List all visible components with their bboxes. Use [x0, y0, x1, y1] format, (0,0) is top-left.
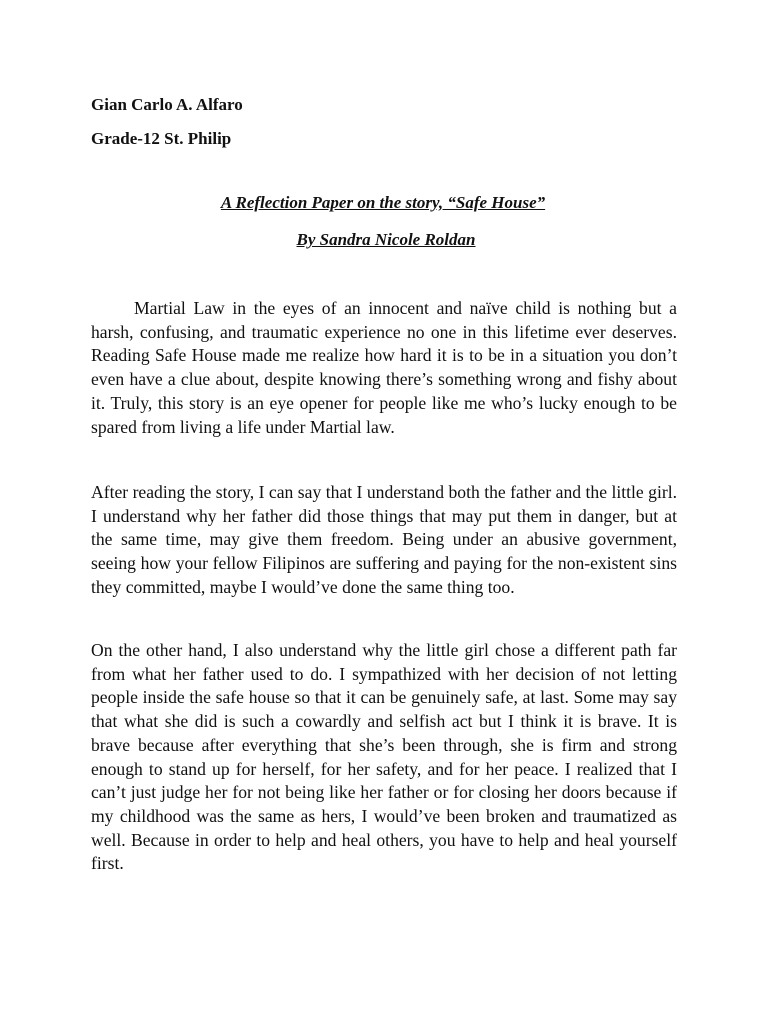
paragraph: On the other hand, I also understand why the little girl chose a different path far from what her father used to do. I sympathized with her decision of not letting people inside the safe house so that it can be genuinely safe, at last. Some may say that what she did is such a cowardly and selfish act but I think it is brave. It is brave because after everything that she’s been through, she is firm and strong enough to stand up for herself, for her safety, and for her peace. I realized that I can’t just judge her for not being like her father or for closing her doors because if my childhood was the same as hers, I would’ve been broken and traumatized as well. Because in order to help and heal others, you have to help and heal yourself first. — [91, 640, 677, 874]
paper-title: A Reflection Paper on the story, “Safe House” — [220, 193, 546, 212]
paragraph: After reading the story, I can say that I understand both the father and the little girl. I understand why her father did those things that may put them in danger, but at the same time, may give them freedom. Being under an abusive government, seeing how your fellow Filipinos are suffering and paying for the non-existent sins they committed, maybe I would’ve done the same thing too. — [91, 482, 677, 597]
paragraph-1-block — [91, 297, 677, 439]
author-name: Gian Carlo A. Alfaro — [91, 95, 243, 114]
paragraph-2-block — [91, 481, 677, 600]
paragraph: Martial Law in the eyes of an innocent and naïve child is nothing but a harsh, confusing, and traumatic experience no one in this lifetime ever deserves. Reading Safe House made me realize how hard it is to be in a situation you don’t even have a clue about, despite knowing there’s something wrong and fishy about it. Truly, this story is an eye opener for people like me who’s lucky enough to be spared from living a life under Martial law. — [91, 298, 677, 437]
paragraph-3-block — [91, 639, 677, 876]
grade-section: Grade-12 St. Philip — [91, 129, 232, 148]
paper-byline: By Sandra Nicole Roldan — [296, 230, 476, 249]
